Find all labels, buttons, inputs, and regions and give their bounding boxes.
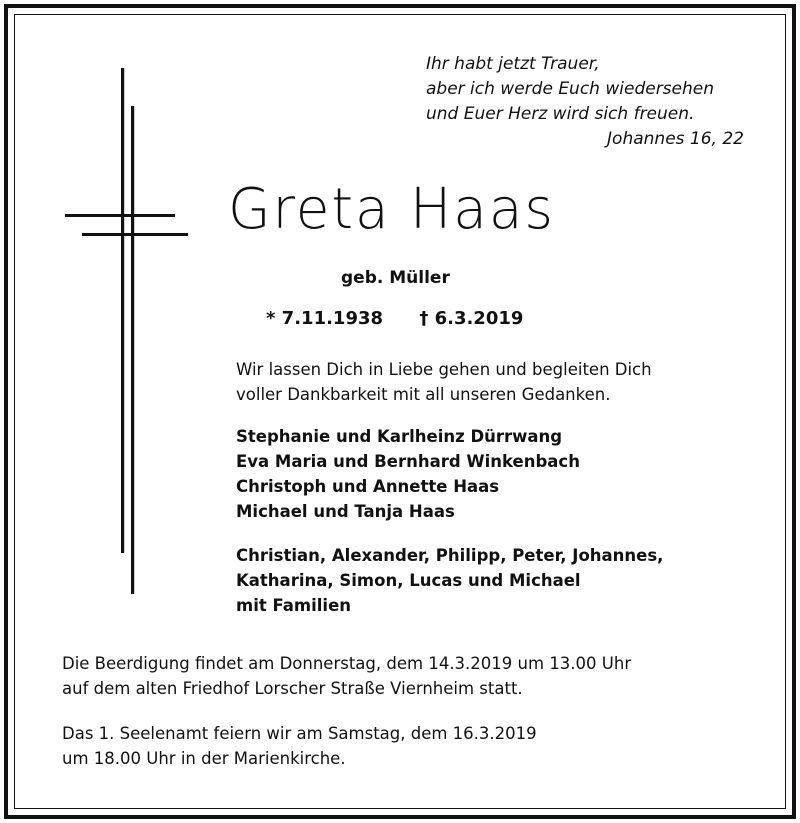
birth-date: * 7.11.1938 [266,308,384,329]
bible-verse [426,52,756,152]
verse-line: Ihr habt jetzt Trauer, [426,54,600,74]
grandchildren-list [236,543,663,618]
farewell-line: voller Dankbarkeit mit all unseren Gedanken. [236,385,611,404]
mourner-name: Michael und Tanja Haas [236,502,455,521]
verse-line: und Euer Herz wird sich freuen. [426,104,695,124]
farewell-text [236,357,652,407]
verse-reference: Johannes 16, 22 [607,129,744,149]
cross-icon [60,66,190,596]
farewell-line: Wir lassen Dich in Liebe gehen und begleiten Dich [236,360,652,379]
deceased-name: Greta Haas [228,177,555,242]
death-date: † 6.3.2019 [419,308,524,329]
grandchildren-line: Christian, Alexander, Philipp, Peter, Johannes, [236,546,664,565]
requiem-line: um 18.00 Uhr in der Marienkirche. [62,749,346,768]
funeral-line: auf dem alten Friedhof Lorscher Straße Viernheim statt. [62,679,523,698]
grandchildren-line: Katharina, Simon, Lucas und Michael [236,571,581,590]
funeral-info [62,651,631,701]
maiden-name: geb. Müller [341,268,450,288]
mourner-name: Christoph und Annette Haas [236,477,500,496]
mourner-list [236,424,580,524]
life-dates [266,308,523,329]
funeral-line: Die Beerdigung findet am Donnerstag, dem 14.3.2019 um 13.00 Uhr [62,654,632,673]
mourner-name: Stephanie und Karlheinz Dürrwang [236,427,563,446]
requiem-line: Das 1. Seelenamt feiern wir am Samstag, dem 16.3.2019 [62,724,537,743]
mourner-name: Eva Maria und Bernhard Winkenbach [236,452,580,471]
grandchildren-line: mit Familien [236,596,352,615]
requiem-info [62,721,537,771]
verse-line: aber ich werde Euch wiedersehen [426,79,715,99]
